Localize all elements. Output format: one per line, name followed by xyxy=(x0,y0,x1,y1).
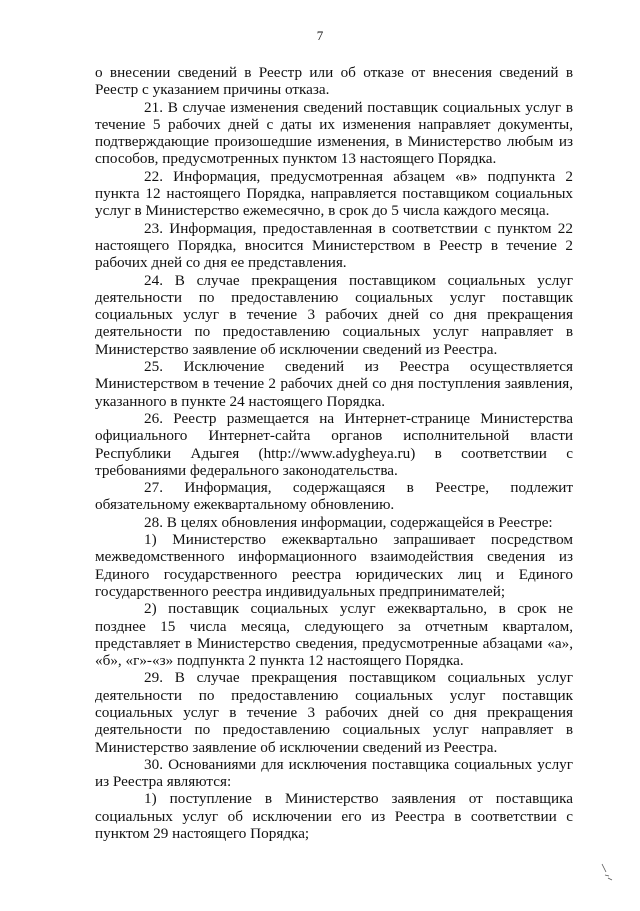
paragraph-23: 23. Информация, предоставленная в соответствии с пунктом 22 настоящего Порядка, вносится Министерством в Реестр в течение 2 рабочих дней со дня ее представления. xyxy=(95,219,573,272)
document-body xyxy=(95,64,573,842)
paragraph-30-item-1: 1) поступление в Министерство заявления от поставщика социальных услуг об исключении его из Реестра в соответствии с пунктом 29 настоящего Порядка; xyxy=(95,790,573,843)
paragraph-28: 28. В целях обновления информации, содержащейся в Реестре: xyxy=(144,513,553,531)
paragraph-22: 22. Информация, предусмотренная абзацем «в» подпункта 2 пункта 12 настоящего Порядка, направляется поставщиком социальных услуг в Министерство ежемесячно, в срок до 5 числа каждого месяца. xyxy=(95,167,573,220)
paragraph-24: 24. В случае прекращения поставщиком социальных услуг деятельности по предоставлению социальных услуг поставщик социальных услуг в течение 3 рабочих дней со дня прекращения деятельности по предоставлению социальных услуг направляет в Министерство заявление об исключении сведений из Реестра. xyxy=(95,271,573,358)
paragraph-29: 29. В случае прекращения поставщиком социальных услуг деятельности по предоставлению социальных услуг поставщик социальных услуг в течение 3 рабочих дней со дня прекращения деятельности по предоставлению социальных услуг направляет в Министерство заявление об исключении сведений из Реестра. xyxy=(95,669,573,756)
paragraph-continuation: о внесении сведений в Реестр или об отказе от внесения сведений в Реестр с указанием причины отказа. xyxy=(95,64,573,99)
paragraph-30: 30. Основаниями для исключения поставщика социальных услуг из Реестра являются: xyxy=(95,755,573,791)
page-number: 7 xyxy=(316,28,324,43)
paragraph-21: 21. В случае изменения сведений поставщик социальных услуг в течение 5 рабочих дней с даты их изменения направляет документы, подтверждающие произошедшие изменения, в Министерство любым из способов, предусмотренных пунктом 13 настоящего Порядка. xyxy=(95,98,573,168)
paragraph-28-item-2: 2) поставщик социальных услуг ежеквартально, в срок не позднее 15 числа месяца, следующего за отчетным кварталом, представляет в Министерство сведения, предусмотренные абзацами «а», «б», «г»-«з» подпункта 2 пункта 12 настоящего Порядка. xyxy=(95,600,573,670)
paragraph-26: 26. Реестр размещается на Интернет-странице Министерства официального Интернет-сайта органов исполнительной власти Республики Адыгея (http://www.adygheya.ru) в соответствии с требованиями федерального законодательства. xyxy=(95,409,573,479)
paragraph-28-item-1: 1) Министерство ежеквартально запрашивает посредством межведомственного информационного взаимодействия сведения из Единого государственного реестра юридических лиц и Единого государственного реестра индивидуальных предпринимателей; xyxy=(95,531,573,600)
paragraph-25: 25. Исключение сведений из Реестра осуществляется Министерством в течение 2 рабочих дней со дня поступления заявления, указанного в пункте 24 настоящего Порядка. xyxy=(95,358,573,410)
scan-artifact-mark xyxy=(600,863,614,881)
paragraph-27: 27. Информация, содержащаяся в Реестре, подлежит обязательному ежеквартальному обновлению. xyxy=(95,479,573,514)
